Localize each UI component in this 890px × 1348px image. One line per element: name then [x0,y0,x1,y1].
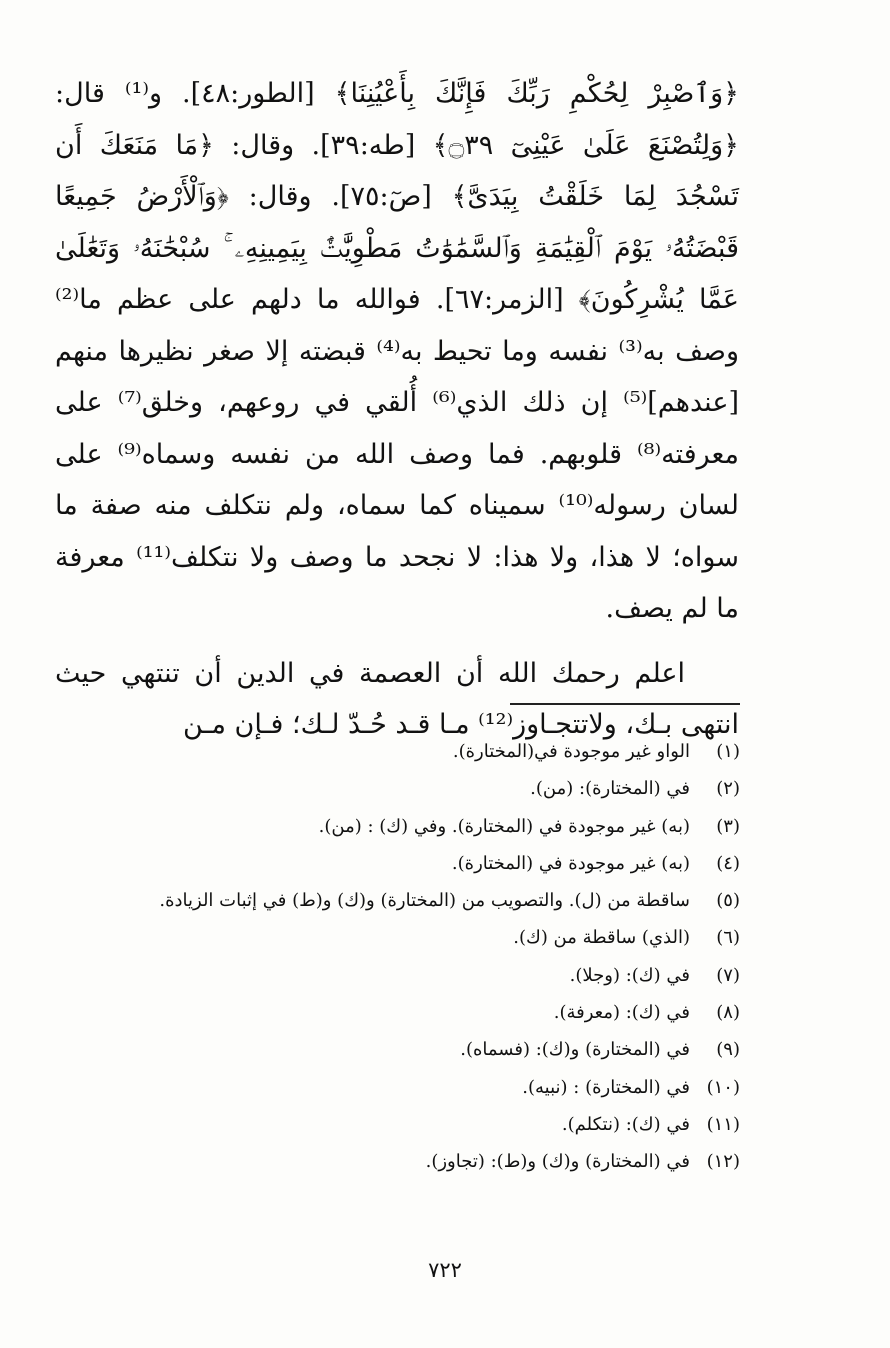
footnote [60,994,740,1031]
footnote-number: (٤) [716,852,740,874]
footnote [60,1031,740,1068]
main-text [55,68,739,751]
footnote [60,733,740,770]
footnote-number: (٨) [716,1002,740,1024]
footnote [60,882,740,919]
footnote [60,1069,740,1106]
footnote [60,1143,740,1180]
footnote-number: (١٢) [706,1151,740,1173]
footnote-separator [510,703,740,705]
footnote-number: (١٠) [706,1076,740,1098]
footnote-number: (٧) [716,964,740,986]
footnote-number: (١١) [706,1113,740,1135]
footnote [60,919,740,956]
footnote [60,957,740,994]
page-number: ٧٢٢ [428,1258,462,1282]
footnote-number: (١) [716,741,740,762]
footnote [60,845,740,882]
footnote-text: (الذي) ساقطة من (ك). [513,927,690,949]
footnote-text: في (ك): (نتكلم). [561,1113,690,1135]
footnote-number: (٣) [716,815,740,837]
paragraph-1: ﴿وَٱصْبِرْ لِحُكْمِ رَبِّكَ فَإِنَّكَ بِأَعْيُنِنَا﴾ [الطور:٤٨]. و⁽¹⁾ قال: ﴿وَلِتُصْنَعَ عَلَىٰ عَيْنِىٓ ۝٣٩﴾ [طه:٣٩]. وقال: ﴿مَا مَنَعَكَ أَن تَسْجُدَ لِمَا خَلَقْتُ بِيَدَىَّ﴾ [صٓ:٧٥]. وقال: ﴿وَٱلْأَرْضُ جَمِيعًا قَبْضَتُهُۥ يَوْمَ ٱلْقِيَٰمَةِ وَٱلسَّمَٰوَٰتُ مَطْوِيَّٰتٌۢ بِيَمِينِهِۦ ۚ سُبْحَٰنَهُۥ وَتَعَٰلَىٰ عَمَّا يُشْرِكُونَ﴾ [الزمر:٦٧]. فوالله ما دلهم على عظم ما⁽²⁾ وصف به⁽³⁾ نفسه وما تحيط به⁽⁴⁾ قبضته إلا صغر نظيرها منهم [عندهم]⁽⁵⁾ إن ذلك الذي⁽⁶⁾ أُلقي في روعهم، وخلق⁽⁷⁾ على معرفته⁽⁸⁾ قلوبهم. فما وصف الله من نفسه وسماه⁽⁹⁾ على لسان رسوله⁽¹⁰⁾ سميناه كما سماه، ولم نتكلف منه صفة ما سواه؛ لا هذا، ولا هذا: لا نجحد ما وصف ولا نتكلف⁽¹¹⁾ معرفة ما لم يصف. [55,78,740,624]
footnote-number: (٦) [716,927,740,949]
footnote [60,770,740,807]
footnote-text: الواو غير موجودة في(المختارة). [452,741,690,762]
footnote-text: ساقطة من (ل). والتصويب من (المختارة) و(ك) و(ط) في إثبات الزيادة. [159,890,690,912]
paragraph-2: اعلم رحمك الله أن العصمة في الدين أن تنتهي حيث انتهى بـك، ولاتتجـاوز⁽¹²⁾ مـا قـد حُـدّ لـك؛ فـإن مـن [55,657,739,740]
footnote-text: في (ك): (وجلا). [569,964,690,986]
footnote [60,808,740,845]
footnote-text: في (المختارة) : (نبيه). [522,1076,690,1098]
footnote-number: (٥) [716,890,740,912]
footnote [60,1106,740,1143]
footnote-text: (به) غير موجودة في (المختارة). [451,852,690,874]
footnote-number: (٩) [716,1039,740,1061]
footnote-number: (٢) [716,778,740,800]
footnote-text: (به) غير موجودة في (المختارة). وفي (ك) : (من). [318,815,690,837]
footnote-text: في (المختارة): (من). [530,778,690,800]
footnote-text: في (المختارة) و(ك) و(ط): (تجاوز). [425,1151,690,1173]
footnotes [60,733,740,1181]
footnote-text: في (ك): (معرفة). [553,1002,690,1024]
footnote-text: في (المختارة) و(ك): (فسماه). [460,1039,690,1061]
